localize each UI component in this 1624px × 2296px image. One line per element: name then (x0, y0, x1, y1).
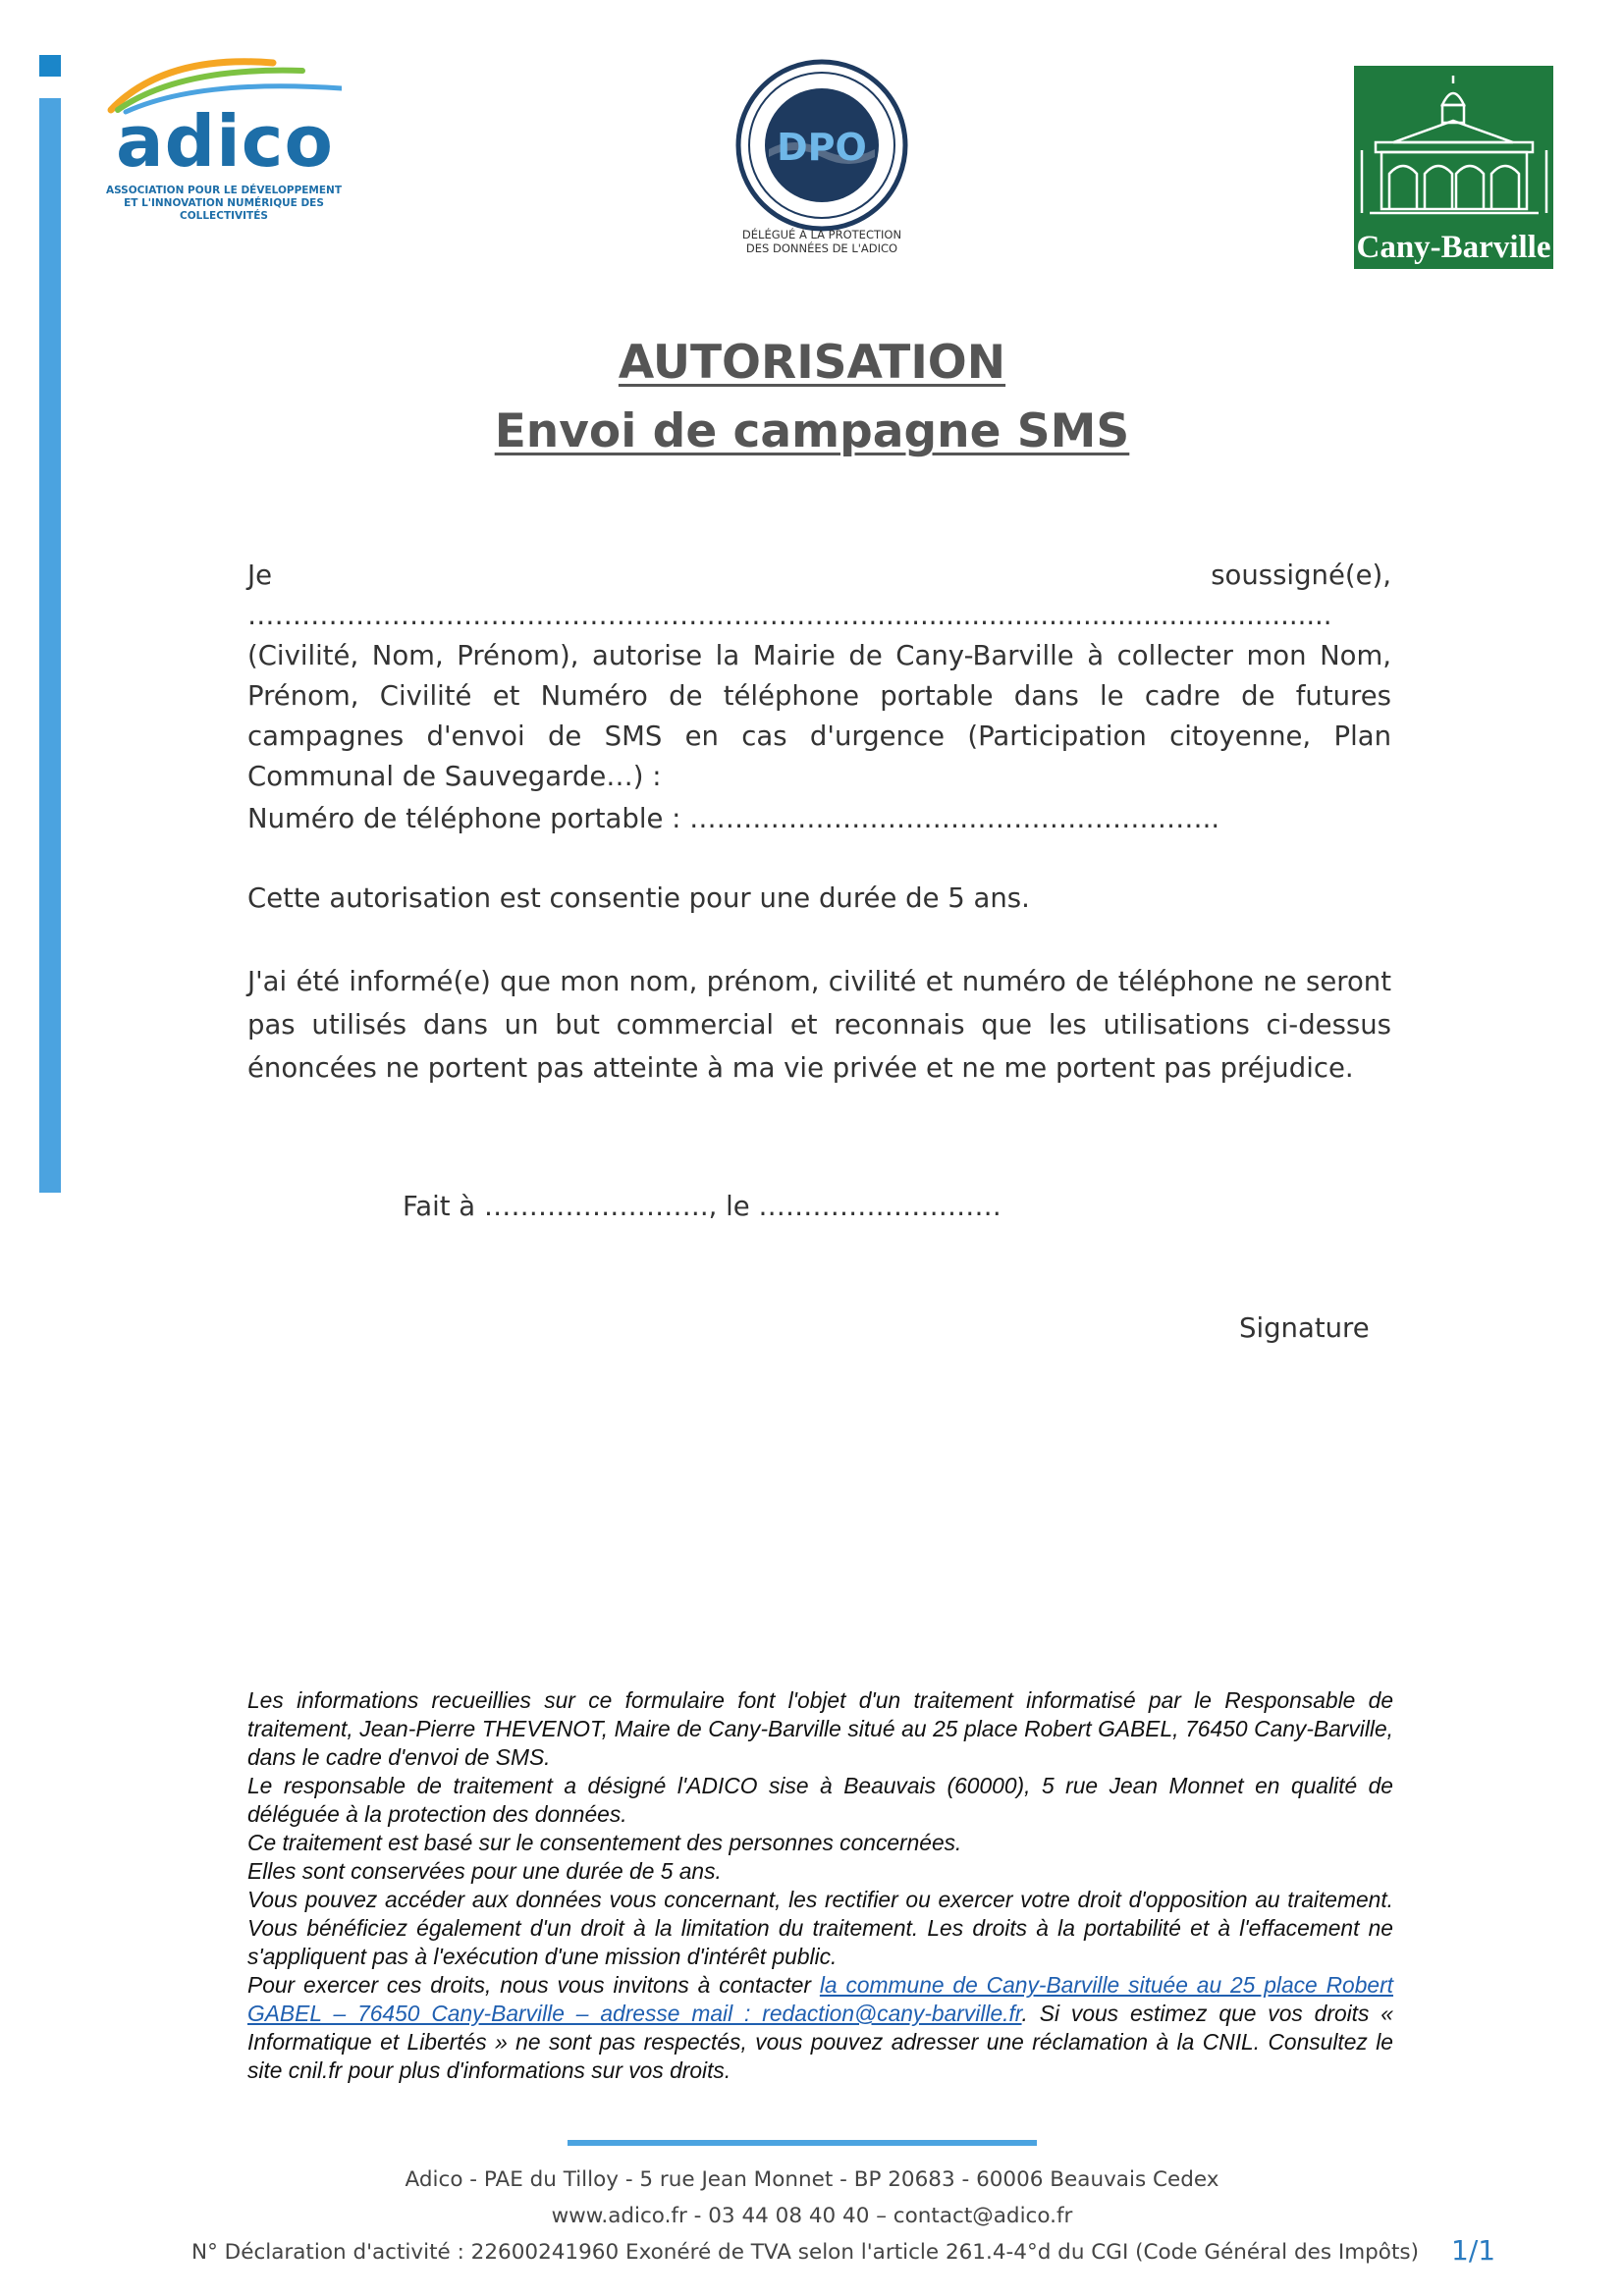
legal-line: Elles sont conservées pour une durée de 5 ans. (247, 1858, 722, 1884)
accent-side-bar (39, 98, 61, 1193)
adico-tagline: ASSOCIATION POUR LE DÉVELOPPEMENT ET L'INNOVATION NUMÉRIQUE DES COLLECTIVITÉS (105, 185, 343, 222)
dpo-seal-icon (735, 59, 908, 232)
town-hall-icon (1354, 66, 1553, 229)
dpo-caption: DÉLÉGUÉ À LA PROTECTION DES DONNÉES DE L'ADICO (741, 228, 902, 255)
cany-barville-logo (1354, 66, 1553, 269)
legal-line: Les informations recueillies sur ce formulaire font l'objet d'un traitement informatisé par le Responsable de traitement, Jean-Pierre THEVENOT, Maire de Cany-Barville situé au 25 place Robert GABEL, 76450 Cany-Barville, dans le cadre d'envoi de SMS. (247, 1687, 1393, 1770)
legal-notice (247, 1686, 1393, 2085)
footer-contact: www.adico.fr - 03 44 08 40 40 – contact@adico.fr (551, 2204, 1073, 2228)
phone-number-line: Numéro de téléphone portable : ………………………………………………….. (247, 803, 1220, 834)
legal-line: Le responsable de traitement a désigné l'ADICO sise à Beauvais (60000), 5 rue Jean Monnet en qualité de déléguée à la protection des données. (247, 1773, 1393, 1827)
legal-line: Ce traitement est basé sur le consentement des personnes concernées. (247, 1830, 962, 1855)
svg-text:DPO: DPO (777, 126, 867, 169)
signature-label: Signature (1239, 1312, 1370, 1344)
footer-declaration: N° Déclaration d'activité : 22600241960 Exonéré de TVA selon l'article 261.4-4°d du CGI (Code Général des Impôts) (191, 2240, 1419, 2265)
privacy-statement: J'ai été informé(e) que mon nom, prénom, civilité et numéro de téléphone ne seront pas utilisés dans un but commercial et reconnais que les utilisations ci-dessus énoncées ne portent pas atteinte à ma vie privée et ne me portent pas préjudice. (247, 966, 1391, 1084)
place-date-line: Fait à ……………………., le ……………………… (403, 1191, 1001, 1222)
duration-statement: Cette autorisation est consentie pour une durée de 5 ans. (247, 882, 1030, 914)
accent-square (39, 55, 61, 77)
footer-divider (568, 2140, 1037, 2146)
authorization-paragraph: Je soussigné(e), ……………………………………………………………...................................................... (Civilité, Nom, Prénom), autorise la Mairie de Cany-Barville à collecter mon Nom, Prénom, Civilité et Numéro de téléphone portable dans le cadre de futures campagnes d'envoi de SMS en cas d'urgence (Participation citoyenne, Plan Communal de Sauvegarde…) : (247, 560, 1391, 792)
legal-line: Pour exercer ces droits, nous vous invitons à contacter la commune de Cany-Barville située au 25 place Robert GABEL – 76450 Cany-Barville – adresse mail : redaction@cany-barville.fr. Si vous estimez que vos droits « Informatique et Libertés » ne sont pas respectés, vous pouvez adresser une réclamation à la CNIL. Consultez le site cnil.fr pour plus d'informations sur vos droits. (247, 1972, 1394, 2083)
legal-line: Vous pouvez accéder aux données vous concernant, les rectifier ou exercer votre droit d'opposition au traitement. Vous bénéficiez également d'un droit à la limitation du traitement. Les droits à la portabilité et à l'effacement ne s'appliquent pas à l'exécution d'une mission d'intérêt public. (247, 1887, 1393, 1969)
footer-address: Adico - PAE du Tilloy - 5 rue Jean Monnet - BP 20683 - 60006 Beauvais Cedex (405, 2167, 1219, 2192)
document-subtitle: Envoi de campagne SMS (494, 404, 1130, 458)
adico-wordmark: adico (116, 100, 334, 183)
document-title: AUTORISATION (618, 336, 1006, 390)
dpo-seal (729, 59, 915, 265)
adico-logo (86, 49, 361, 222)
page-number: 1/1 (1451, 2234, 1496, 2267)
contact-link[interactable]: la commune de Cany-Barville située au 25 place Robert GABEL – 76450 Cany-Barville – adresse mail : redaction@cany-barville.fr (247, 1972, 1394, 2026)
cany-barville-wordmark: Cany-Barville (1356, 230, 1551, 265)
